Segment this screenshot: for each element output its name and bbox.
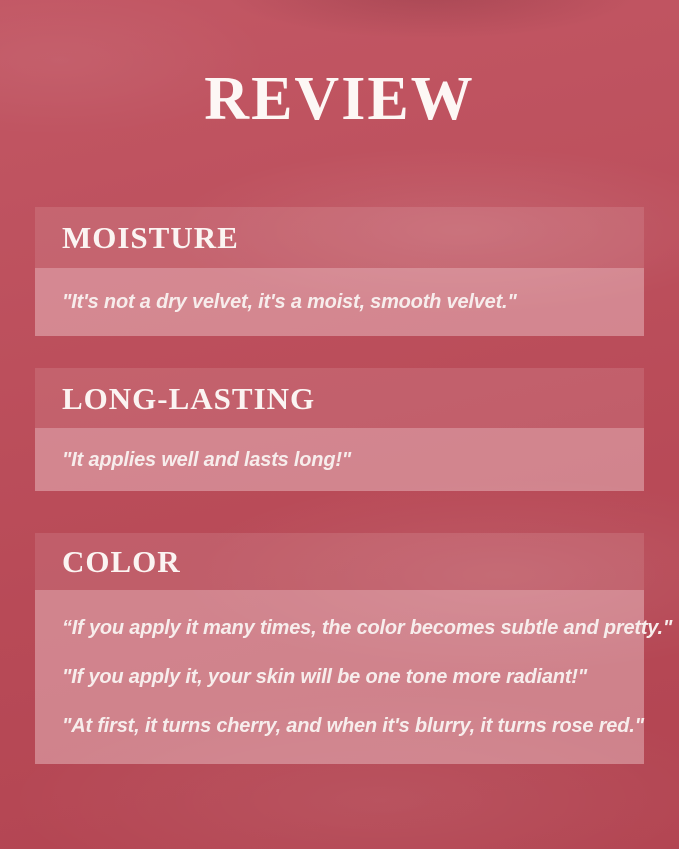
section-quote-panel [35, 590, 673, 764]
section-heading-long-lasting: LONG-LASTING [62, 380, 316, 416]
section-heading-color: COLOR [62, 544, 181, 579]
section-quote-panel [35, 268, 644, 336]
page-title: REVIEW [204, 65, 475, 133]
section-quote-panel [35, 428, 644, 491]
section-heading-moisture: MOISTURE [62, 220, 239, 255]
section-color [35, 533, 673, 764]
review-quote: “If you apply it many times, the color becomes subtle and pretty." [62, 617, 673, 639]
review-quote: "If you apply it, your skin will be one tone more radiant!" [62, 666, 588, 688]
section-moisture [35, 207, 644, 336]
section-long-lasting [35, 368, 644, 491]
review-quote: "It applies well and lasts long!" [62, 448, 352, 471]
section-header-band [35, 533, 644, 590]
section-header-band [35, 207, 644, 268]
review-quote: "It's not a dry velvet, it's a moist, smooth velvet." [62, 291, 517, 313]
review-quote: "At first, it turns cherry, and when it's blurry, it turns rose red." [62, 715, 644, 737]
section-header-band [35, 368, 644, 428]
